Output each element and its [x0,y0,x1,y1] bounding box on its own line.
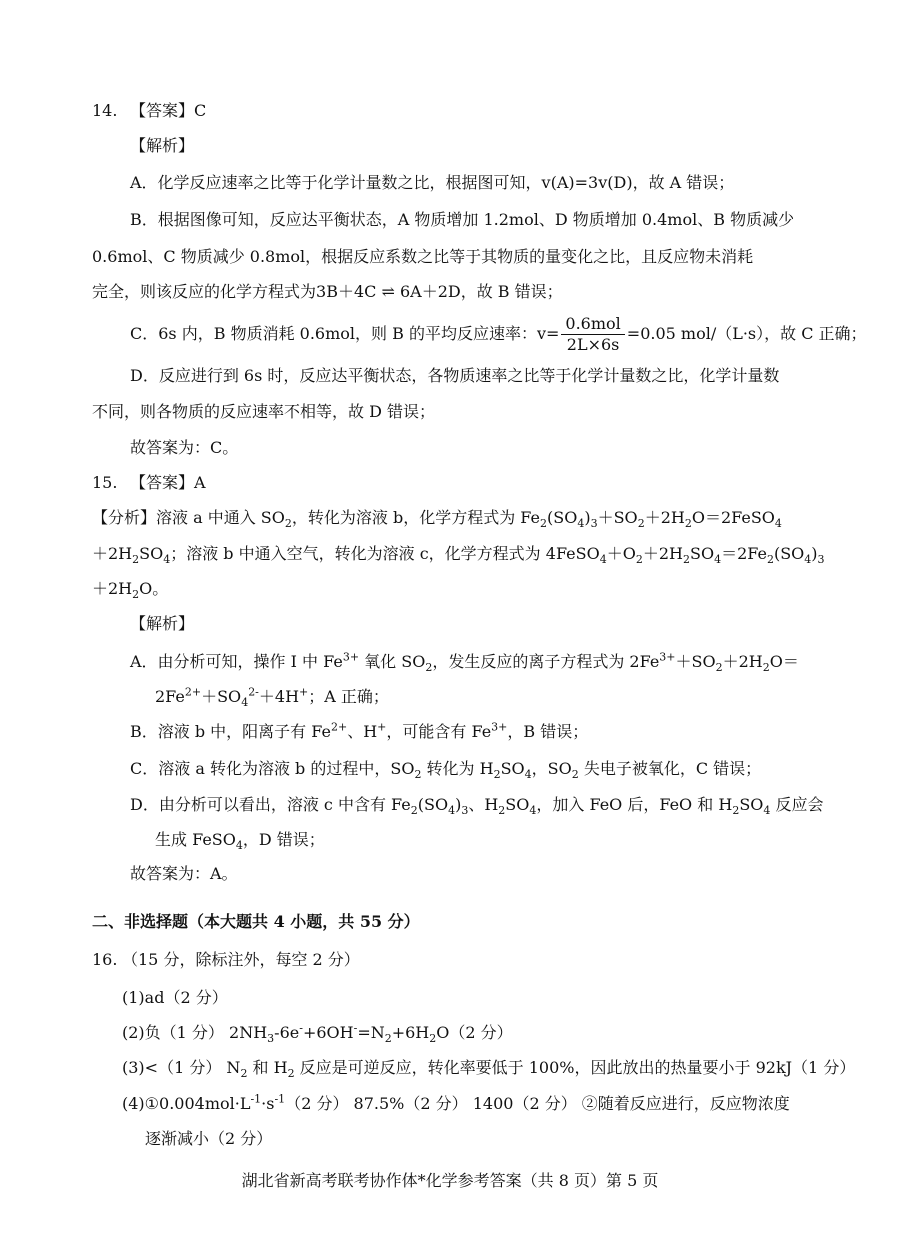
q15-analysis-label: 【解析】 [130,614,195,633]
q15-option-b: B．溶液 b 中，阳离子有 $Fe^{2+}$、H+，可能含有 $Fe^{3+}$，B 错误； [130,720,589,741]
q15-option-a-line2: $2Fe^{2+}+SO_4^{2-}+4H^+$；A 正确； [155,685,389,710]
q15-analysis-line3: $+2H_2O$。 [92,579,169,602]
q14-option-c: C．6s 内，B 物质消耗 0.6mol，则 B 的平均反应速率：v= $\frac{\text{0.6mol}}{2L\times 6s}$ =0.05 mol/（L·s），故 C 正确； [130,314,867,354]
q15-conclusion: 故答案为：A。 [130,864,238,883]
chemical-equation: 3B＋4C ⇌ 6A＋2D [316,282,461,301]
q14-option-b-line3: 完全，则该反应的化学方程式为3B＋4C ⇌ 6A＋2D，故 B 错误； [92,282,563,301]
page-footer: 湖北省新高考联考协作体*化学参考答案（共 8 页）第 5 页 [241,1171,659,1190]
q16-part4-line2: 逐渐减小（2 分） [145,1129,273,1148]
q16-part2: (2)负（1 分） $2NH_3-6e^-+6OH^-=N_2+6H_2O(2$ 分） [122,1021,513,1046]
q16-part1: (1)ad（2 分） [122,988,228,1007]
q15-option-d-line1: D．由分析可以看出，溶液 c 中含有 $Fe_2(SO_4)_3$、$H_2SO_4$，加入 FeO 后，FeO 和 $H_2SO_4$ 反应会 [130,795,824,818]
q16-part4-line1: $(4)①0.004mol\cdot L^{-1}\cdot s^{-1}(2$ 分） 87.5%（2 分） 1400（2 分） ②随着反应进行，反应物浓度 [122,1092,790,1113]
q14-option-b-line1: B．根据图像可知，反应达平衡状态，A 物质增加 1.2mol、D 物质增加 0.4mol、B 物质减少 [130,210,795,229]
q15-analysis-line1: 【分析】溶液 a 中通入 $SO_2$，转化为溶液 b，化学方程式为 $Fe_2(SO_4)_3+SO_2+2H_2O=2FeSO_4$ [92,508,782,531]
q14-option-b-line2: 0.6mol、C 物质减少 0.8mol，根据反应系数之比等于其物质的量变化之比，且反应物未消耗 [92,247,754,266]
q16-part3: (3)<（1 分） $N_2$ 和 $H_2$ 反应是可逆反应，转化率要低于 100%，因此放出的热量要小于 92kJ（1 分） [122,1058,856,1081]
q15-answer: 【答案】A [130,473,206,492]
rate-fraction: $\frac{\text{0.6mol}}{2L\times 6s}$ [561,314,624,355]
section-title: 二、非选择题（本大题共 4 小题，共 55 分） [92,912,420,931]
q15-analysis-line2: $+2H_2SO_4$；溶液 b 中通入空气，转化为溶液 c，化学方程式为 $4FeSO_4+O_2+2H_2SO_4=2Fe_2(SO_4)_3$ [92,544,825,567]
q15-option-c: C．溶液 a 转化为溶液 b 的过程中，$SO_2$ 转化为 $H_2SO_4$，$SO_2$ 失电子被氧化，C 错误； [130,759,762,782]
q14-option-a: A．化学反应速率之比等于化学计量数之比，根据图可知，v(A)=3v(D)，故 A 错误； [130,173,735,192]
q15-number: 15. [92,473,118,492]
q16-number: 16. [92,950,118,969]
q14-number: 14. [92,101,118,120]
q14-option-d-line2: 不同，则各物质的反应速率不相等，故 D 错误； [92,402,436,421]
q14-conclusion: 故答案为：C。 [130,438,239,457]
q15-option-d-line2: 生成 FeSO$_4$，D 错误； [155,830,325,853]
q14-option-d-line1: D．反应进行到 6s 时，反应达平衡状态，各物质速率之比等于化学计量数之比，化学计量数 [130,366,780,385]
q14-answer: 【答案】C [130,101,207,120]
q14-analysis-label: 【解析】 [130,136,195,155]
q15-option-a-line1: A．由分析可知，操作 I 中 $Fe^{3+}$ 氧化 $SO_2$，发生反应的离子方程式为 $2Fe^{3+}+SO_2+2H_2O=$ [130,650,799,675]
q16-header: （15 分，除标注外，每空 2 分） [122,950,360,969]
